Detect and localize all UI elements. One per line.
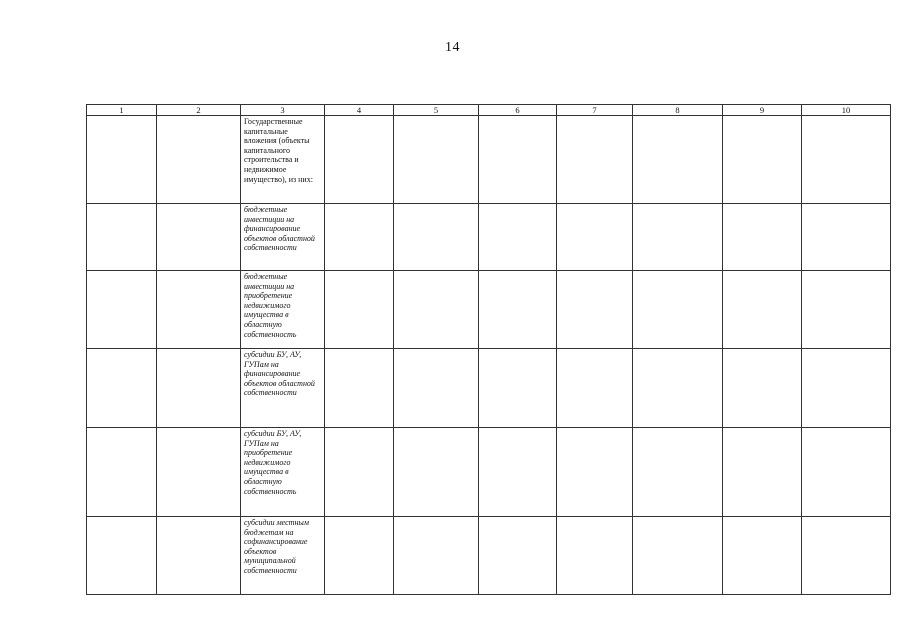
table-cell xyxy=(723,517,802,595)
table-row xyxy=(87,204,891,271)
column-header-9: 9 xyxy=(723,105,802,116)
table-cell xyxy=(157,271,241,349)
table-cell xyxy=(87,517,157,595)
table-cell xyxy=(723,428,802,517)
table-cell xyxy=(802,517,891,595)
row-label-cell xyxy=(241,349,325,428)
table-cell xyxy=(325,116,394,204)
row-label: бюджетные инвестиции на приобретение недвижимого имущества в областную собственность xyxy=(244,272,297,339)
page-number: 14 xyxy=(445,40,460,55)
column-header-10: 10 xyxy=(802,105,891,116)
table-row xyxy=(87,428,891,517)
table-cell xyxy=(325,271,394,349)
column-header-7: 7 xyxy=(557,105,633,116)
table-cell xyxy=(802,116,891,204)
budget-table xyxy=(86,104,891,595)
column-header-4: 4 xyxy=(325,105,394,116)
column-header-1: 1 xyxy=(87,105,157,116)
table-cell xyxy=(633,349,723,428)
table-cell xyxy=(394,428,479,517)
table-cell xyxy=(87,428,157,517)
table-cell xyxy=(157,428,241,517)
column-header-3: 3 xyxy=(241,105,325,116)
row-label-cell xyxy=(241,204,325,271)
table-cell xyxy=(723,349,802,428)
table-cell xyxy=(557,271,633,349)
table-cell xyxy=(325,517,394,595)
table-cell xyxy=(394,517,479,595)
table-cell xyxy=(157,204,241,271)
table-cell xyxy=(723,204,802,271)
table-cell xyxy=(394,349,479,428)
table-cell xyxy=(479,349,557,428)
row-label: субсидии местным бюджетам на софинансирование объектов муниципальной собственности xyxy=(244,518,309,575)
table-cell xyxy=(557,517,633,595)
table-cell xyxy=(633,271,723,349)
table-cell xyxy=(633,204,723,271)
table-cell xyxy=(479,428,557,517)
table-cell xyxy=(557,428,633,517)
column-header-8: 8 xyxy=(633,105,723,116)
table-cell xyxy=(633,517,723,595)
row-label: бюджетные инвестиции на финансирование объектов областной собственности xyxy=(244,205,315,253)
row-label-cell xyxy=(241,517,325,595)
row-label-cell xyxy=(241,428,325,517)
table-cell xyxy=(394,116,479,204)
row-label-cell xyxy=(241,116,325,204)
table-row xyxy=(87,271,891,349)
table-cell xyxy=(633,428,723,517)
table-cell xyxy=(802,271,891,349)
table-row xyxy=(87,116,891,204)
table-cell xyxy=(802,349,891,428)
table-cell xyxy=(723,271,802,349)
header-row xyxy=(87,105,891,116)
table-cell xyxy=(479,271,557,349)
table-cell xyxy=(325,428,394,517)
column-header-2: 2 xyxy=(157,105,241,116)
row-label-cell xyxy=(241,271,325,349)
table-cell xyxy=(479,204,557,271)
column-header-5: 5 xyxy=(394,105,479,116)
row-label: субсидии БУ, АУ, ГУПам на финансирование объектов областной собственности xyxy=(244,350,315,398)
table-cell xyxy=(325,349,394,428)
table-cell xyxy=(157,349,241,428)
table-cell xyxy=(325,204,394,271)
table-cell xyxy=(394,271,479,349)
table-cell xyxy=(802,204,891,271)
table-cell xyxy=(557,204,633,271)
table-cell xyxy=(802,428,891,517)
column-header-6: 6 xyxy=(479,105,557,116)
table-cell xyxy=(157,116,241,204)
table-cell xyxy=(633,116,723,204)
table-cell xyxy=(557,349,633,428)
table-cell xyxy=(87,116,157,204)
table-row xyxy=(87,349,891,428)
table-cell xyxy=(87,271,157,349)
table-cell xyxy=(87,349,157,428)
table-row xyxy=(87,517,891,595)
table-cell xyxy=(394,204,479,271)
table-cell xyxy=(479,116,557,204)
row-label: Государственные капитальные вложения (объекты капитального строительства и недвижимое имущество), из них: xyxy=(244,117,313,184)
table-cell xyxy=(723,116,802,204)
row-label: субсидии БУ, АУ, ГУПам на приобретение недвижимого имущества в областную собственность xyxy=(244,429,302,496)
table-cell xyxy=(479,517,557,595)
table-cell xyxy=(157,517,241,595)
table-cell xyxy=(557,116,633,204)
table-cell xyxy=(87,204,157,271)
